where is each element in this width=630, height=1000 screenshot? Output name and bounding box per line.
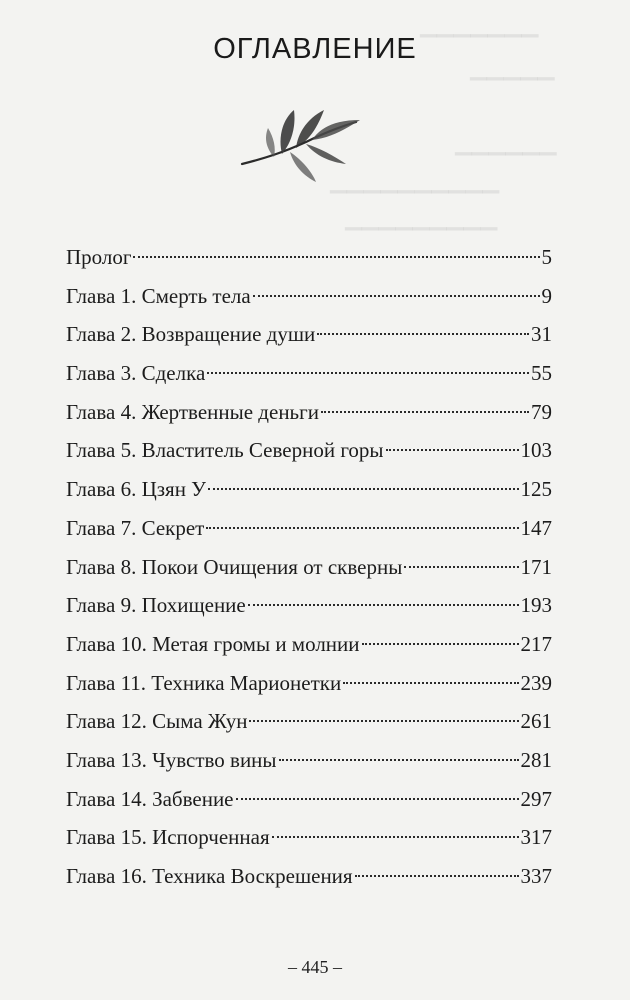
toc-leader-dots <box>133 256 539 258</box>
toc-entry <box>66 548 552 587</box>
toc-entry <box>66 741 552 780</box>
toc-entry-page: 193 <box>520 593 552 618</box>
toc-entry-title: Глава 5. Властитель Северной горы <box>66 438 384 463</box>
toc-leader-dots <box>343 682 518 684</box>
toc-entry <box>66 277 552 316</box>
leaf-branch-icon <box>236 98 366 198</box>
toc-entry <box>66 238 552 277</box>
show-through-decoration: ▁▁▁▁▁▁▁ <box>420 12 539 37</box>
toc-leader-dots <box>279 759 519 761</box>
toc-entry <box>66 702 552 741</box>
toc-entry-title: Пролог <box>66 245 132 269</box>
toc-entry-page: 317 <box>520 825 552 850</box>
toc-leader-dots <box>206 527 518 529</box>
toc-entry-title: Глава 14. Забвение <box>66 786 234 811</box>
toc-entry-title: Глава 8. Покои Очищения от скверны <box>66 554 403 579</box>
toc-entry-title: Глава 2. Возвращение души <box>66 322 316 347</box>
toc-entry-title: Глава 7. Секрет <box>66 515 205 540</box>
show-through-decoration: ▁▁▁▁▁▁ <box>455 130 557 155</box>
toc-entry-page: 297 <box>520 786 552 811</box>
toc-entry-title: Глава 12. Сыма Жун <box>66 709 248 734</box>
toc-entry-page: 281 <box>520 747 552 772</box>
show-through-decoration: ▁▁▁▁▁▁▁▁▁▁ <box>330 168 500 193</box>
toc-entry-title: Глава 16. Техника Воскрешения <box>66 864 353 888</box>
show-through-decoration: ▁▁▁▁▁▁▁▁▁ <box>345 205 498 230</box>
toc-leader-dots <box>248 604 519 606</box>
toc-entry-page: 239 <box>520 670 552 695</box>
toc-entry <box>66 664 552 703</box>
toc-entry <box>66 625 552 664</box>
toc-entry <box>66 315 552 354</box>
toc-entry-title: Глава 13. Чувство вины <box>66 747 277 772</box>
page-title: ОГЛАВЛЕНИЕ <box>213 33 417 65</box>
toc-leader-dots <box>207 372 529 374</box>
toc-entry-title: Глава 11. Техника Марионетки <box>66 670 342 695</box>
toc-entry-title: Глава 10. Метая громы и молнии <box>66 631 360 656</box>
toc-entry <box>66 470 552 509</box>
toc-leader-dots <box>208 488 518 490</box>
toc-leader-dots <box>249 720 518 722</box>
toc-entry-page: 103 <box>520 438 552 463</box>
toc-entry-page: 55 <box>531 361 552 386</box>
toc-entry-title: Глава 9. Похищение <box>66 593 246 618</box>
toc-entry <box>66 393 552 432</box>
toc-entry-page: 171 <box>520 554 552 579</box>
toc-leader-dots <box>321 411 529 413</box>
toc-leader-dots <box>355 875 519 877</box>
toc-entry-page: 261 <box>520 709 552 734</box>
toc-entry <box>66 780 552 819</box>
toc-leader-dots <box>236 798 519 800</box>
toc-entry-page: 5 <box>541 245 552 269</box>
toc-entry-title: Глава 15. Испорченная <box>66 825 270 850</box>
toc-leader-dots <box>386 449 519 451</box>
toc-leader-dots <box>317 333 529 335</box>
toc-leader-dots <box>404 566 518 568</box>
toc-entry-title: Глава 6. Цзян У <box>66 477 207 502</box>
toc-entry <box>66 857 552 896</box>
toc-entry-page: 147 <box>520 515 552 540</box>
toc-entry <box>66 431 552 470</box>
toc-entry <box>66 818 552 857</box>
toc-entry <box>66 354 552 393</box>
show-through-decoration: ▁▁▁▁▁ <box>470 55 555 80</box>
toc-entry <box>66 586 552 625</box>
toc-leader-dots <box>253 295 540 297</box>
toc-entry-title: Глава 1. Смерть тела <box>66 283 251 308</box>
toc-entry-page: 9 <box>541 283 552 308</box>
toc-leader-dots <box>272 836 519 838</box>
toc-entry <box>66 509 552 548</box>
page-number: – 445 – <box>288 957 342 977</box>
toc-entry-page: 31 <box>531 322 552 347</box>
toc-entry-page: 79 <box>531 399 552 424</box>
table-of-contents <box>66 238 552 896</box>
toc-entry-title: Глава 3. Сделка <box>66 361 206 386</box>
toc-entry-page: 125 <box>520 477 552 502</box>
toc-entry-title: Глава 4. Жертвенные деньги <box>66 399 319 424</box>
toc-entry-page: 337 <box>520 864 552 888</box>
toc-leader-dots <box>362 643 519 645</box>
toc-entry-page: 217 <box>520 631 552 656</box>
